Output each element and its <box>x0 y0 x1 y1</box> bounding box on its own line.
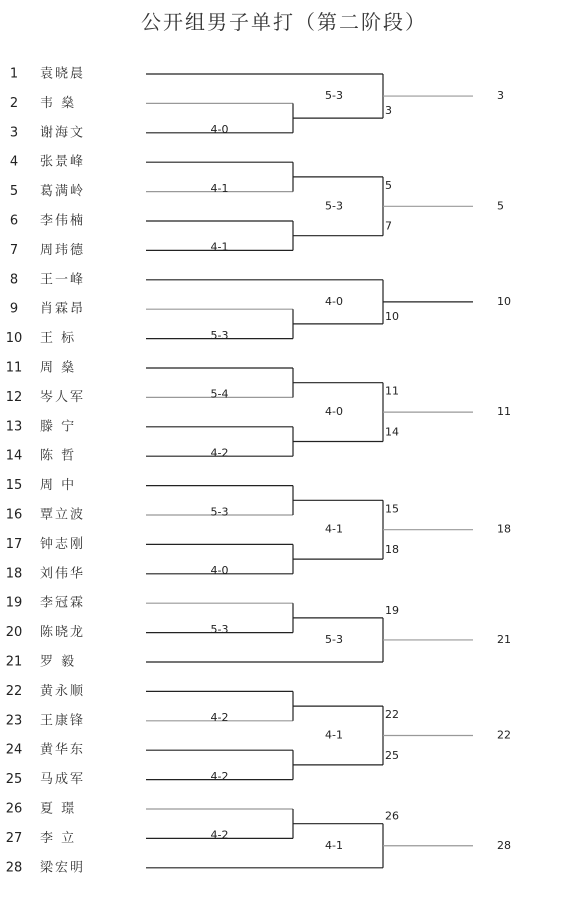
player-seed: 28 <box>5 860 23 876</box>
advancer-label: 14 <box>385 425 399 439</box>
advancer-label: 19 <box>385 603 399 617</box>
player-seed: 16 <box>5 507 23 523</box>
final-score: 4-1 <box>325 728 343 742</box>
player-seed: 26 <box>5 801 23 817</box>
match-score: 5-3 <box>210 622 229 636</box>
player-seed: 23 <box>5 713 23 729</box>
player-seed: 9 <box>9 301 19 317</box>
player-seed: 6 <box>9 213 19 229</box>
player-name: 李 立 <box>40 830 77 846</box>
player-seed: 12 <box>5 389 23 405</box>
player-name: 李冠霖 <box>40 595 86 611</box>
final-score: 5-3 <box>325 199 343 213</box>
advancer-label: 18 <box>385 543 399 557</box>
player-name: 李伟楠 <box>40 213 86 229</box>
player-name: 王一峰 <box>40 272 86 288</box>
match-score: 4-0 <box>210 564 229 578</box>
player-name: 滕 宁 <box>40 419 77 435</box>
player-name: 夏 璟 <box>40 801 77 817</box>
advancer-label: 3 <box>385 104 392 118</box>
player-name: 谢海文 <box>40 125 86 141</box>
winner-label: 22 <box>497 728 511 742</box>
player-seed: 3 <box>9 125 19 141</box>
player-seed: 25 <box>5 772 23 788</box>
advancer-label: 7 <box>385 219 392 233</box>
player-seed: 2 <box>9 95 19 111</box>
advancer-label: 25 <box>385 748 399 762</box>
player-seed: 22 <box>5 683 23 699</box>
player-seed: 7 <box>9 242 19 258</box>
winner-label: 3 <box>497 89 504 103</box>
advancer-label: 11 <box>385 384 399 398</box>
player-seed: 8 <box>9 272 19 288</box>
player-seed: 4 <box>9 154 19 170</box>
player-name: 马成军 <box>40 772 86 788</box>
match-score: 5-4 <box>210 387 229 401</box>
player-name: 王 标 <box>40 331 77 347</box>
player-name: 韦 燊 <box>40 95 77 111</box>
player-name: 张景峰 <box>40 154 86 170</box>
advancer-label: 26 <box>385 809 399 823</box>
final-score: 4-1 <box>325 522 343 536</box>
player-name: 刘伟华 <box>40 566 86 582</box>
player-seed: 15 <box>5 478 23 494</box>
page-title: 公开组男子单打（第二阶段） <box>141 10 427 34</box>
player-name: 周 燊 <box>40 360 77 376</box>
advancer-label: 22 <box>385 708 399 722</box>
advancer-label: 15 <box>385 502 399 516</box>
player-name: 袁晓晨 <box>40 66 86 82</box>
winner-label: 5 <box>497 199 504 213</box>
match-score: 4-2 <box>210 446 229 460</box>
winner-label: 10 <box>497 294 511 308</box>
player-name: 岑人军 <box>40 389 86 405</box>
player-seed: 11 <box>5 360 23 376</box>
player-seed: 13 <box>5 419 23 435</box>
winner-label: 28 <box>497 838 511 852</box>
player-seed: 18 <box>5 566 23 582</box>
winner-label: 11 <box>497 405 511 419</box>
player-seed: 10 <box>5 331 23 347</box>
final-score: 5-3 <box>325 89 343 103</box>
player-name: 梁宏明 <box>40 860 86 876</box>
player-seed: 17 <box>5 536 23 552</box>
player-seed: 24 <box>5 742 23 758</box>
player-name: 王康锋 <box>40 713 86 729</box>
final-score: 4-1 <box>325 838 343 852</box>
advancer-label: 5 <box>385 178 392 192</box>
player-seed: 19 <box>5 595 23 611</box>
player-name: 黄永顺 <box>40 683 86 699</box>
player-name: 周 中 <box>40 478 77 494</box>
match-score: 4-2 <box>210 711 229 725</box>
winner-label: 18 <box>497 522 511 536</box>
player-name: 覃立波 <box>40 507 86 523</box>
match-score: 4-1 <box>210 240 229 254</box>
player-name: 黄华东 <box>40 742 86 758</box>
match-score: 5-3 <box>210 505 229 519</box>
final-score: 4-0 <box>325 294 343 308</box>
match-score: 4-2 <box>210 828 229 842</box>
player-name: 肖霖昂 <box>40 301 86 317</box>
player-seed: 21 <box>5 654 23 670</box>
player-seed: 27 <box>5 830 23 846</box>
match-score: 5-3 <box>210 328 229 342</box>
match-score: 4-1 <box>210 181 229 195</box>
winner-label: 21 <box>497 632 511 646</box>
player-name: 葛满岭 <box>40 184 86 200</box>
player-name: 罗 毅 <box>40 654 77 670</box>
match-score: 4-2 <box>210 769 229 783</box>
player-name: 陈晓龙 <box>40 625 86 641</box>
final-score: 4-0 <box>325 405 343 419</box>
player-name: 周玮德 <box>40 242 86 258</box>
final-score: 5-3 <box>325 632 343 646</box>
player-seed: 1 <box>9 66 19 82</box>
advancer-label: 10 <box>385 309 399 323</box>
player-name: 陈 哲 <box>40 448 77 464</box>
player-seed: 20 <box>5 625 23 641</box>
player-name: 钟志刚 <box>40 536 86 552</box>
match-score: 4-0 <box>210 123 229 137</box>
player-seed: 14 <box>5 448 23 464</box>
player-seed: 5 <box>9 184 19 200</box>
